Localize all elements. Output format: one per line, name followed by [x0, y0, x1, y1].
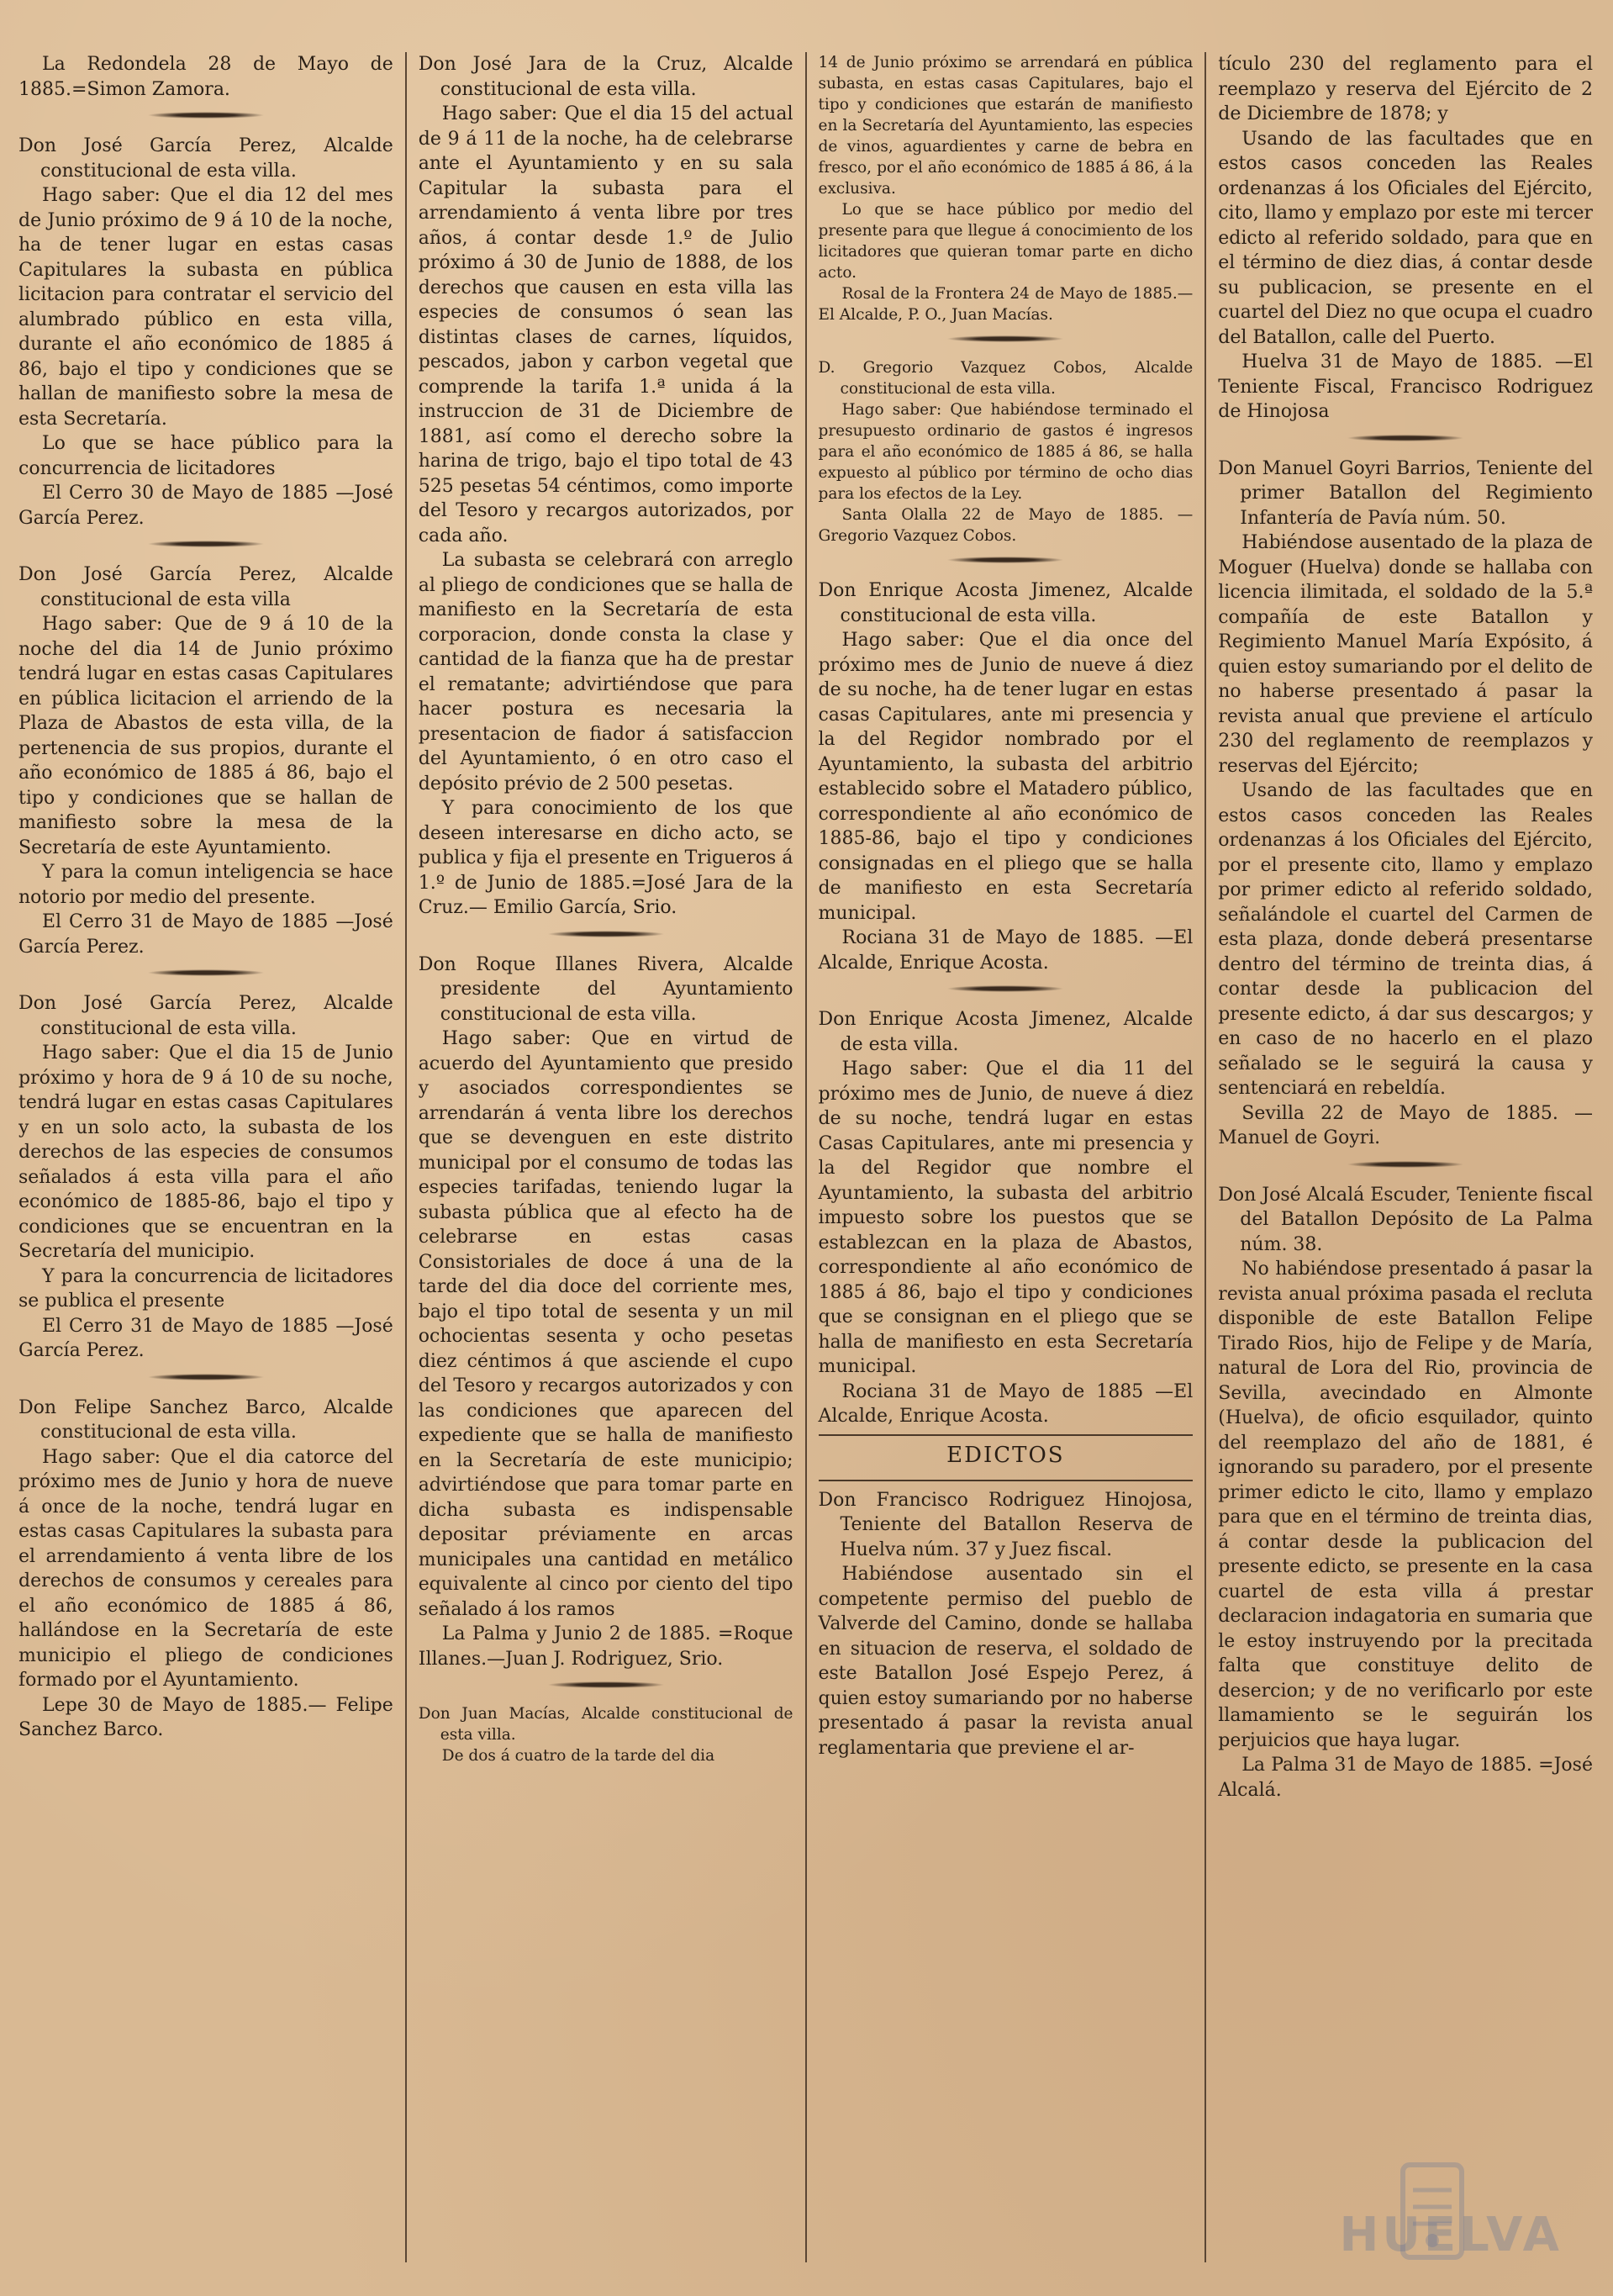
notice-heading: Don José Jara de la Cruz, Alcalde constitucional de esta villa.	[418, 54, 793, 100]
notice-entry	[18, 562, 393, 959]
notice-paragraph: Hago saber: Que el dia 11 del próximo mes de Junio, de nueve á diez de su noche, tendrá lugar en estas Casas Capitulares, ante mi presencia y la del Regidor que nombre el Ayuntamiento, la subasta del arbitrio impuesto sobre los puestos que se establezcan en la plaza de Abastos, correspondiente al año económico de 1885 á 86, bajo el tipo y condiciones que se consignan en el pliego que se halla de manifiesto en esta Secretaría municipal.	[818, 1058, 1194, 1377]
notice-paragraph: No habiéndose presentado á pasar la revista anual próxima pasada el recluta disponible de este Batallon Felipe Tirado Rios, hijo de Felipe y de María, natural de Lora del Rio, provincia de Sevilla, avecindado en Almonte (Huelva), de oficio esquilador, quinto del reemplazo del año de 1881, é ignorando su paradero, por el presente primer edicto le cito, llamo y emplazo para que en el término de treinta dias, á contar desde la publicacion del presente edicto, se presente en la casa cuartel de esta villa á prestar declaracion indagatoria en sumaria que le estoy instruyendo por la precitada falta que constituye delito de desercion; y de no verificarlo por este llamamiento se le seguirán los perjuicios que haya lugar.	[1218, 1259, 1593, 1751]
notice-paragraph: Usando de las facultades que en estos casos conceden las Reales ordenanzas á los Oficiales del Ejército, cito, llamo y emplazo por este mi tercer edicto al referido soldado, para que en el término de diez dias, á contar desde su publicacion, se presente en el cuartel del Diez no que ocupa el cuadro del Batallon, calle del Puerto.	[1218, 128, 1593, 348]
notice-entry	[419, 52, 793, 921]
notice-paragraph: Sevilla 22 de Mayo de 1885. —Manuel de Goyri.	[1218, 1102, 1593, 1148]
separator-rule	[946, 557, 1064, 563]
notice-heading: Don Manuel Goyri Barrios, Teniente del primer Batallon del Regimiento Infantería de Pavía núm. 50.	[1218, 457, 1593, 529]
notice-paragraph: Habiéndose ausentado sin el competente permiso del pueblo de Valverde del Camino, donde se hallaba en situacion de reserva, el soldado de este Batallon José Espejo Perez, á quien estoy sumariando por no haberse presentado á pasar la revista anual reglamentaria que previene el ar-	[818, 1564, 1194, 1759]
separator-rule	[946, 335, 1064, 342]
notice-paragraph: Hago saber: Que el dia 12 del mes de Junio próximo de 9 á 10 de la noche, ha de tener lugar en estas casas Capitulares la subasta en pública licitacion para contratar el servicio del alumbrado público en esta villa, durante el año económico de 1885 á 86, bajo el tipo y condiciones que se hallan de manifiesto sobre la mesa de esta Secretaría.	[18, 185, 393, 430]
column-1	[18, 52, 407, 2262]
notice-entry	[819, 578, 1194, 975]
notice-heading: Don Enrique Acosta Jimenez, Alcalde constitucional de esta villa.	[818, 580, 1194, 626]
notice-heading: Don José García Perez, Alcalde constitucional de esta villa	[18, 564, 393, 610]
column-4	[1206, 52, 1593, 2262]
notice-paragraph: El Cerro 31 de Mayo de 1885 —José García Perez.	[18, 1315, 393, 1361]
notice-entry	[819, 1488, 1194, 1761]
notice-heading: Don Enrique Acosta Jimenez, Alcalde de esta villa.	[818, 1009, 1194, 1055]
notice-paragraph: El Cerro 31 de Mayo de 1885 —José García Perez.	[18, 911, 393, 958]
notice-entry	[18, 991, 393, 1364]
notice-paragraph: Hago saber: Que de 9 á 10 de la noche del dia 14 de Junio próximo tendrá lugar en estas casas Capitulares en pública licitacion el arriendo de la Plaza de Abastos de esta villa, de la pertenencia de sus propios, durante el año económico de 1885 á 86, bajo el tipo y condiciones que se hallan de manifiesto sobre la mesa de la Secretaría de este Ayuntamiento.	[18, 614, 393, 858]
notice-heading: Don José García Perez, Alcalde constitucional de esta villa.	[18, 993, 393, 1039]
notice-paragraph: El Cerro 30 de Mayo de 1885 —José García Perez.	[18, 483, 393, 529]
separator-rule	[1347, 1161, 1464, 1168]
notice-paragraph: tículo 230 del reglamento para el reemplazo y reserva del Ejército de 2 de Diciembre de 1878; y	[1218, 54, 1593, 124]
notice-heading: Don Roque Illanes Rivera, Alcalde presidente del Ayuntamiento constitucional de esta villa.	[418, 953, 793, 1025]
notice-paragraph: Usando de las facultades que en estos casos conceden las Reales ordenanzas á los Oficiales del Ejército, por el presente cito, llamo y emplazo por primer edicto al referido soldado, señalándole el cuartel del Carmen de esta plaza, donde deberá presentarse dentro del término de treinta dias, á contar desde la publicacion del presente edicto, á dar sus descargos; y en caso de no hacerlo en el plazo señalado se le seguirá la causa y sentenciará en rebeldía.	[1218, 780, 1593, 1099]
notice-paragraph: Huelva 31 de Mayo de 1885. —El Teniente Fiscal, Francisco Rodriguez de Hinojosa	[1218, 351, 1593, 422]
notice-paragraph: Rociana 31 de Mayo de 1885. —El Alcalde, Enrique Acosta.	[818, 927, 1194, 974]
watermark-text: HUELVA	[1339, 2208, 1563, 2262]
notice-heading: Don Felipe Sanchez Barco, Alcalde constitucional de esta villa.	[18, 1396, 393, 1443]
notice-paragraph: Santa Olalla 22 de Mayo de 1885. —Gregorio Vazquez Cobos.	[818, 506, 1194, 545]
notice-paragraph: Y para la comun inteligencia se hace notorio por medio del presente.	[18, 862, 393, 908]
separator-rule	[147, 112, 265, 119]
notice-entry	[18, 134, 393, 530]
notice-paragraph: La subasta se celebrará con arreglo al pliego de condiciones que se halla de manifiesto en la Secretaría de esta corporacion, donde consta la clase y cantidad de la fianza que ha de prestar el rematante; advirtiéndose que para hacer postura es necesaria la presentacion de fiador á satisfaccion del Ayuntamiento, ó en otro caso el depósito prévio de 2 500 pesetas.	[418, 550, 793, 794]
separator-rule	[147, 541, 265, 547]
notice-paragraph: Hago saber: Que el dia catorce del próximo mes de Junio y hora de nueve á once de la noche, tendrá lugar en estas casas Capitulares la subasta para el arrendamiento á venta libre de los derechos de consumos y cereales para el año económico de 1885 á 86, hallándose en la Secretaría de este municipio el pliego de condiciones formado por el Ayuntamiento.	[18, 1446, 393, 1691]
section-divider	[819, 1480, 1194, 1481]
notice-heading: D. Gregorio Vazquez Cobos, Alcalde constitucional de esta villa.	[818, 359, 1194, 398]
notice-paragraph: Hago saber: Que el dia once del próximo mes de Junio de nueve á diez de su noche, ha de tener lugar en estas casas Capitulares, ante mi presencia y la del Regidor nombrado por el Ayuntamiento, la subasta del arbitrio establecido sobre el Matadero público, correspondiente al año económico de 1885-86, bajo el tipo y condiciones consignadas en el pliego que se halla de manifiesto en esta Secretaría municipal.	[818, 630, 1194, 924]
notice-paragraph: Y para la concurrencia de licitadores se publica el presente	[18, 1265, 393, 1312]
column-2	[407, 52, 807, 2262]
notice-paragraph: Lo que se hace público para la concurrencia de licitadores	[18, 433, 393, 479]
column-3	[807, 52, 1207, 2262]
notice-paragraph: Hago saber: Que habiéndose terminado el presupuesto ordinario de gastos é ingresos para el año económico de 1885 á 86, se halla expuesto al público por término de ocho dias para los efectos de la Ley.	[818, 401, 1194, 503]
section-divider	[819, 1434, 1194, 1436]
notice-paragraph: Y para conocimiento de los que deseen interesarse en dicho acto, se publica y fija el presente en Trigueros á 1.º de Junio de 1885.=José Jara de la Cruz.— Emilio García, Srio.	[418, 798, 793, 918]
notice-entry	[419, 953, 793, 1672]
notice-paragraph: Hago saber: Que en virtud de acuerdo del Ayuntamiento que presido y asociados correspondientes se arrendarán á venta libre los derechos que se devenguen en este distrito municipal por el consumo de todas las especies tarifadas, teniendo lugar la subasta pública que al efecto ha de celebrarse en estas casas Consistoriales de doce á una de la tarde del dia doce del corriente mes, bajo el tipo total de sesenta y un mil ochocientas sesenta y ocho pesetas diez céntimos á que asciende el cupo del Tesoro y recargos autorizados y con las condiciones que aparecen del expediente que se halla de manifiesto en la Secretaría de este municipio; advirtiéndose que para tomar parte en dicha subasta es indispensable depositar préviamente en arcas municipales una cantidad en metálico equivalente al cinco por ciento del tipo señalado á los ramos	[418, 1028, 793, 1620]
notice-paragraph: Lo que se hace público por medio del presente para que llegue á conocimiento de los licitadores que quieran tomar parte en dicho acto.	[818, 201, 1194, 282]
notice-paragraph: Hago saber: Que el dia 15 del actual de 9 á 11 de la noche, ha de celebrarse ante el Ayuntamiento y en su sala Capitular la subasta para el arrendamiento á venta libre por tres años, á contar desde 1.º de Julio próximo á 30 de Junio de 1888, de los derechos que causen en esta villa las especies de consumos ó sean las distintas clases de carnes, líquidos, pescados, jabon y carbon vegetal que comprende la tarifa 1.ª unida á la instruccion de 31 de Diciembre de 1881, así como el derecho sobre la harina de trigo, bajo el tipo total de 43 525 pesetas 54 céntimos, como importe del Tesoro y recargos autorizados, por cada año.	[418, 103, 793, 546]
notice-paragraph: Rosal de la Frontera 24 de Mayo de 1885.—El Alcalde, P. O., Juan Macías.	[818, 285, 1194, 324]
notice-paragraph: Rociana 31 de Mayo de 1885 —El Alcalde, Enrique Acosta.	[818, 1380, 1194, 1427]
notice-entry	[819, 357, 1194, 546]
notice-entry	[18, 52, 393, 102]
notice-paragraph: La Palma y Junio 2 de 1885. =Roque Illanes.—Juan J. Rodriguez, Srio.	[418, 1623, 793, 1670]
notice-paragraph: Habiéndose ausentado de la plaza de Moguer (Huelva) donde se hallaba con licencia ilimitada, el soldado de la 5.ª compañía de este Batallon y Regimiento Manuel María Expósito, á quien estoy sumariando por el delito de no haberse presentado á pasar la revista anual que previene el artículo 230 del reglamento de reemplazos y reservas del Ejército;	[1218, 532, 1593, 777]
separator-rule	[147, 1374, 265, 1380]
notice-paragraph: La Redondela 28 de Mayo de 1885.=Simon Zamora.	[18, 54, 393, 100]
separator-rule	[147, 969, 265, 976]
notice-entry	[1218, 457, 1593, 1151]
separator-rule	[1347, 435, 1464, 441]
notice-paragraph: Lepe 30 de Mayo de 1885.— Felipe Sanchez Barco.	[18, 1694, 393, 1740]
notice-paragraph: 14 de Junio próximo se arrendará en pública subasta, en estas casas Capitulares, bajo el tipo y condiciones que estarán de manifiesto en la Secretaría del Ayuntamiento, las especies de vinos, aguardientes y carne de bebra en fresco, por el año económico de 1885 á 86, á la exclusiva.	[818, 54, 1194, 198]
notice-entry	[18, 1396, 393, 1743]
section-title: EDICTOS	[946, 1442, 1065, 1468]
separator-rule	[547, 1681, 665, 1688]
notice-entry	[1218, 1183, 1593, 1803]
notice-heading: Don Juan Macías, Alcalde constitucional de esta villa.	[418, 1705, 793, 1744]
notice-paragraph: La Palma 31 de Mayo de 1885. =José Alcalá.	[1218, 1755, 1593, 1801]
notice-entry	[419, 1703, 793, 1766]
notice-entry	[819, 52, 1194, 325]
notice-heading: Don Francisco Rodriguez Hinojosa, Teniente del Batallon Reserva de Huelva núm. 37 y Juez fiscal.	[818, 1489, 1194, 1560]
notice-paragraph: Hago saber: Que el dia 15 de Junio próximo y hora de 9 á 10 de su noche, tendrá lugar en estas casas Capitulares y en un solo acto, la subasta de los derechos de las especies de consumos señalados á esta villa para el año económico de 1885-86, bajo el tipo y condiciones que se encuentran en la Secretaría del municipio.	[18, 1042, 393, 1262]
notice-entry	[819, 1007, 1194, 1429]
notice-paragraph: De dos á cuatro de la tarde del dia	[441, 1747, 715, 1765]
separator-rule	[946, 985, 1064, 992]
notice-entry	[1218, 52, 1593, 425]
columns-container	[18, 52, 1593, 2262]
notice-heading: Don José García Perez, Alcalde constitucional de esta villa.	[18, 135, 393, 182]
separator-rule	[547, 931, 665, 937]
notice-heading: Don José Alcalá Escuder, Teniente fiscal del Batallon Depósito de La Palma núm. 38.	[1218, 1184, 1593, 1255]
